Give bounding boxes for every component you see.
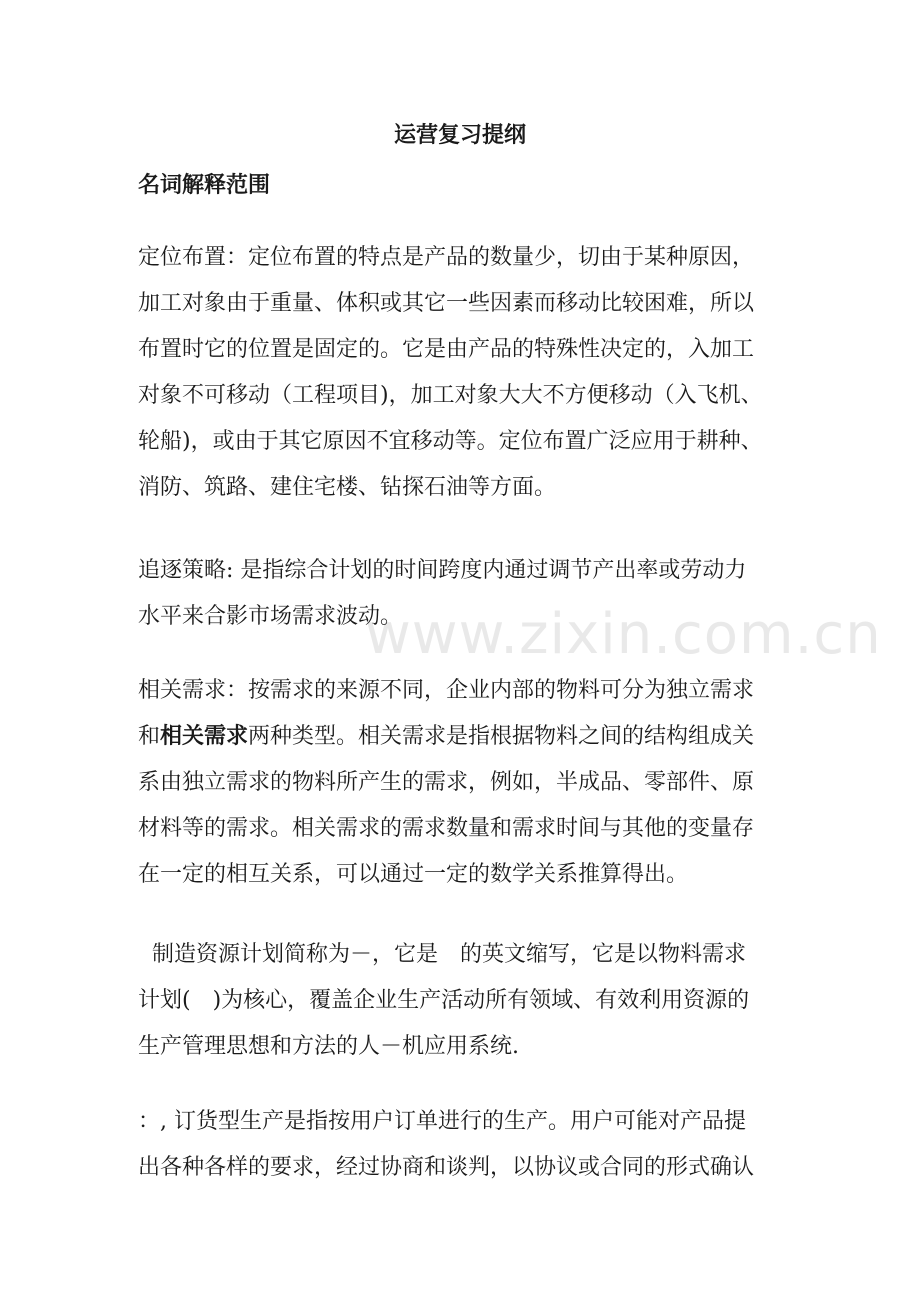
paragraph-line: 在一定的相互关系，可以通过一定的数学关系推算得出。 xyxy=(138,862,689,887)
paragraph-line: 对象不可移动（工程项目)，加工对象大大不方便移动（入飞机、 xyxy=(138,383,763,408)
paragraph-make-to-order xyxy=(138,1099,788,1191)
paragraph-line: 水平来合影市场需求波动。 xyxy=(138,604,403,629)
document-title: 运营复习提纲 xyxy=(393,123,526,148)
watermark: www.zixin.com.cn xyxy=(365,602,882,667)
paragraph-line: 制造资源计划简称为－，它是 的英文缩写，它是以物料需求 xyxy=(138,942,746,967)
bold-term: 相关需求 xyxy=(160,724,249,749)
paragraph-dependent-demand xyxy=(138,668,788,898)
paragraph-line: 生产管理思想和方法的人－机应用系统. xyxy=(138,1034,519,1059)
paragraph-line: 轮船)，或由于其它原因不宜移动等。定位布置广泛应用于耕种、 xyxy=(138,429,763,454)
section-heading: 名词解释范围 xyxy=(138,173,271,198)
text-run: 两种类型。相关需求是指根据物料之间的结构组成关 xyxy=(248,724,755,749)
paragraph-line: 定位布置：定位布置的特点是产品的数量少，切由于某种原因， xyxy=(138,245,755,270)
text-run: 和 xyxy=(138,724,161,749)
paragraph-line: 追逐策略: 是指综合计划的时间跨度内通过调节产出率或劳动力 xyxy=(138,558,747,583)
paragraph-chase-strategy xyxy=(138,548,788,640)
paragraph-line: 出各种各样的要求，经过协商和谈判，以协议或合同的形式确认 xyxy=(138,1155,755,1180)
paragraph-mrp-ii xyxy=(138,932,788,1070)
paragraph-line xyxy=(138,714,788,760)
paragraph-line: 布置时它的位置是固定的。它是由产品的特殊性决定的，入加工 xyxy=(138,337,755,362)
paragraph-line: 系由独立需求的物料所产生的需求，例如，半成品、零部件、原 xyxy=(138,770,755,795)
paragraph-line: 加工对象由于重量、体积或其它一些因素而移动比较困难，所以 xyxy=(138,291,755,316)
paragraph-line: 计划( )为核心，覆盖企业生产活动所有领域、有效利用资源的 xyxy=(138,988,750,1013)
paragraph-line: ：, 订货型生产是指按用户订单进行的生产。用户可能对产品提 xyxy=(138,1109,746,1134)
paragraph-line: 消防、筑路、建住宅楼、钻探石油等方面。 xyxy=(138,475,557,500)
paragraph-line: 材料等的需求。相关需求的需求数量和需求时间与其他的变量存 xyxy=(138,816,755,841)
paragraph-fixed-position-layout xyxy=(138,235,788,511)
paragraph-line: 相关需求：按需求的来源不同，企业内部的物料可分为独立需求 xyxy=(138,678,755,703)
